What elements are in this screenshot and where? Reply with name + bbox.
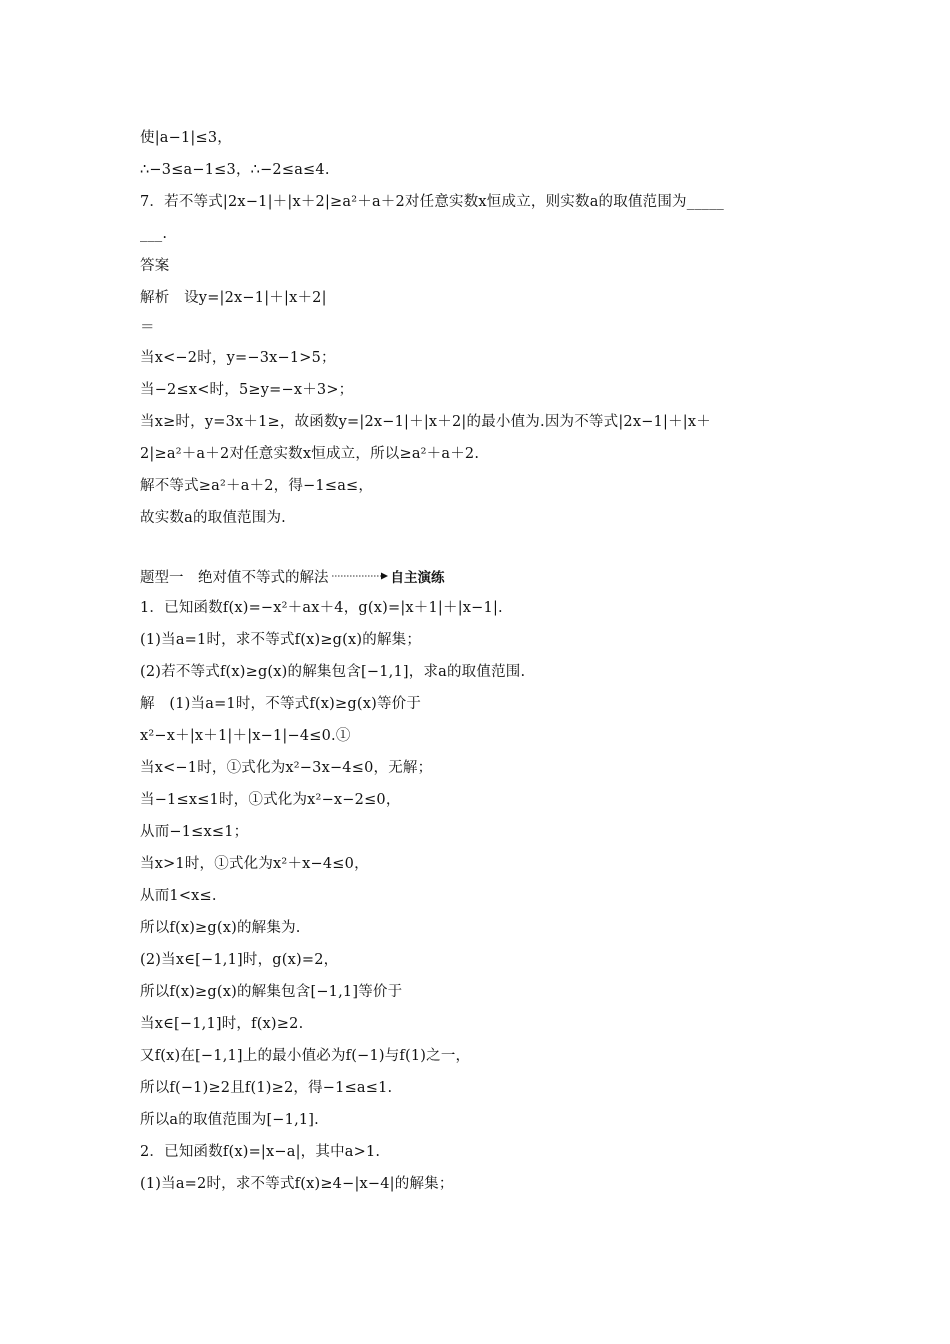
section-heading bbox=[140, 566, 445, 586]
text-line: ∴−3≤a−1≤3，∴−2≤a≤4. bbox=[140, 162, 330, 178]
text-line: 7．若不等式|2x−1|＋|x＋2|≥a²＋a＋2对任意实数x恒成立，则实数a的取值范围为_____ bbox=[140, 194, 724, 210]
text-line: 所以f(x)≥g(x)的解集包含[−1,1]等价于 bbox=[140, 984, 403, 1000]
text-line: 所以f(−1)≥2且f(1)≥2，得−1≤a≤1. bbox=[140, 1080, 393, 1096]
text-line: 当−2≤x<时，5≥y=−x＋3>； bbox=[140, 382, 354, 398]
text-line: ＝ bbox=[140, 320, 155, 336]
text-line: (1)当a=1时，求不等式f(x)≥g(x)的解集； bbox=[140, 632, 422, 648]
text-line: 使|a−1|≤3， bbox=[140, 130, 232, 146]
text-line: 2．已知函数f(x)=|x−a|，其中a>1. bbox=[140, 1144, 381, 1160]
text-line: 解 (1)当a=1时，不等式f(x)≥g(x)等价于 bbox=[140, 696, 422, 712]
section-heading-tag: 自主演练 bbox=[390, 570, 445, 586]
text-line: (2)当x∈[−1,1]时，g(x)=2， bbox=[140, 952, 339, 968]
text-line: (2)若不等式f(x)≥g(x)的解集包含[−1,1]，求a的取值范围. bbox=[140, 664, 526, 680]
text-line: 又f(x)在[−1,1]上的最小值必为f(−1)与f(1)之一， bbox=[140, 1048, 471, 1064]
text-line: 当x∈[−1,1]时，f(x)≥2. bbox=[140, 1016, 304, 1032]
text-line: 解不等式≥a²＋a＋2，得−1≤a≤， bbox=[140, 478, 374, 494]
text-line: 当x<−2时，y=−3x−1>5； bbox=[140, 350, 336, 366]
text-line: (1)当a=2时，求不等式f(x)≥4−|x−4|的解集； bbox=[140, 1176, 454, 1192]
arrow-icon bbox=[331, 566, 389, 586]
text-line: 从而−1≤x≤1； bbox=[140, 824, 249, 840]
text-line: 解析 设y=|2x−1|＋|x＋2| bbox=[140, 290, 327, 306]
text-line: 所以f(x)≥g(x)的解集为. bbox=[140, 920, 301, 936]
text-line: 当x≥时，y=3x＋1≥，故函数y=|2x−1|＋|x＋2|的最小值为.因为不等式|2x−1|＋|x＋ bbox=[140, 414, 711, 430]
text-line: 答案 bbox=[140, 258, 170, 274]
text-line: 故实数a的取值范围为. bbox=[140, 510, 286, 526]
text-line: 从而1<x≤. bbox=[140, 888, 217, 904]
text-line: ___. bbox=[140, 226, 168, 242]
text-line: 所以a的取值范围为[−1,1]. bbox=[140, 1112, 319, 1128]
text-line: 1．已知函数f(x)=−x²＋ax＋4，g(x)=|x＋1|＋|x−1|. bbox=[140, 600, 503, 616]
text-line: 当x<−1时，①式化为x²−3x−4≤0，无解； bbox=[140, 760, 433, 776]
text-line: 2|≥a²＋a＋2对任意实数x恒成立，所以≥a²＋a＋2. bbox=[140, 446, 480, 462]
text-line: x²−x＋|x＋1|＋|x−1|−4≤0.① bbox=[140, 728, 351, 744]
section-heading-title: 题型一 绝对值不等式的解法 bbox=[140, 569, 329, 586]
text-line: 当x>1时，①式化为x²＋x−4≤0， bbox=[140, 856, 369, 872]
text-line: 当−1≤x≤1时，①式化为x²−x−2≤0， bbox=[140, 792, 401, 808]
